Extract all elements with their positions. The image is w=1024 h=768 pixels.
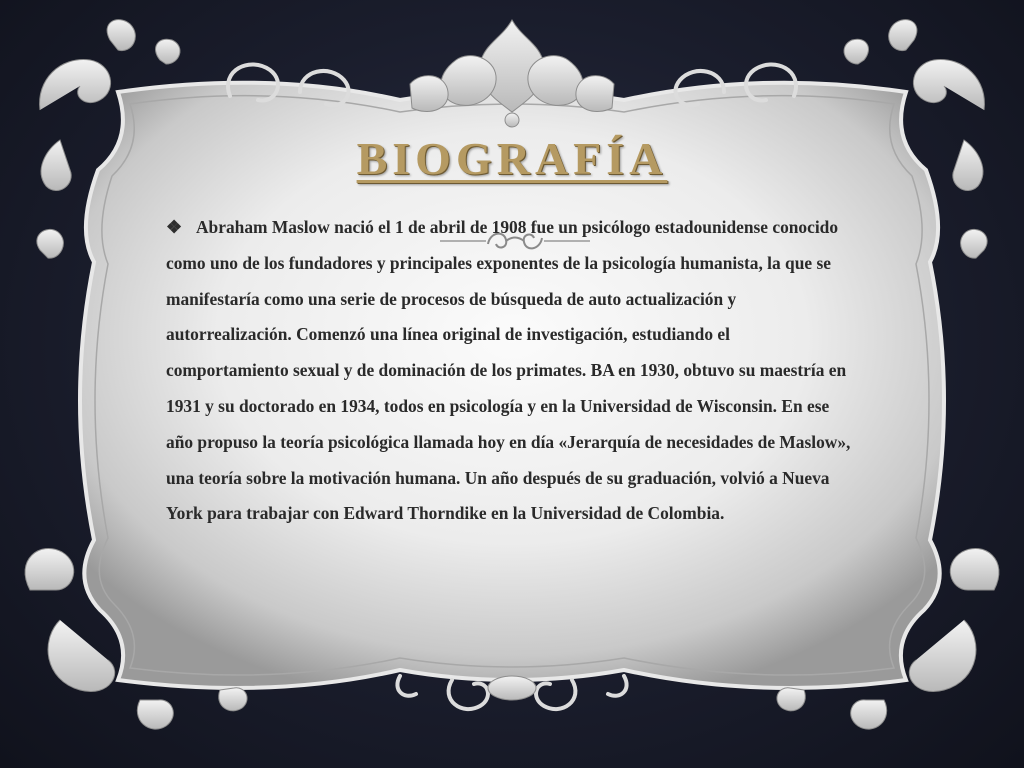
biography-paragraph [166, 210, 856, 610]
biography-text: Abraham Maslow nació el 1 de abril de 1908 fue un psicólogo estadounidense conocido como uno de los fundadores y principales exponentes de la psicología humanista, la que se manifestaría como una serie de procesos de búsqueda de auto actualización y autorrealización. Comenzó una línea original de investigación, estudiando el comportamiento sexual y de dominación de los primates. BA en 1930, obtuvo su maestría en 1931 y su doctorado en 1934, todos en psicología y en la Universidad de Wisconsin. En ese año propuso la teoría psicológica llamada hoy en día «Jerarquía de necesidades de Maslow», una teoría sobre la motivación humana. Un año después de su graduación, volvió a Nueva York para trabajar con Edward Thorndike en la Universidad de Colombia. [166, 217, 851, 524]
bottom-center-medallion [488, 676, 536, 700]
diamond-bullet-icon: ❖ [166, 217, 183, 237]
slide-title: BIOGRAFÍA [356, 133, 668, 184]
